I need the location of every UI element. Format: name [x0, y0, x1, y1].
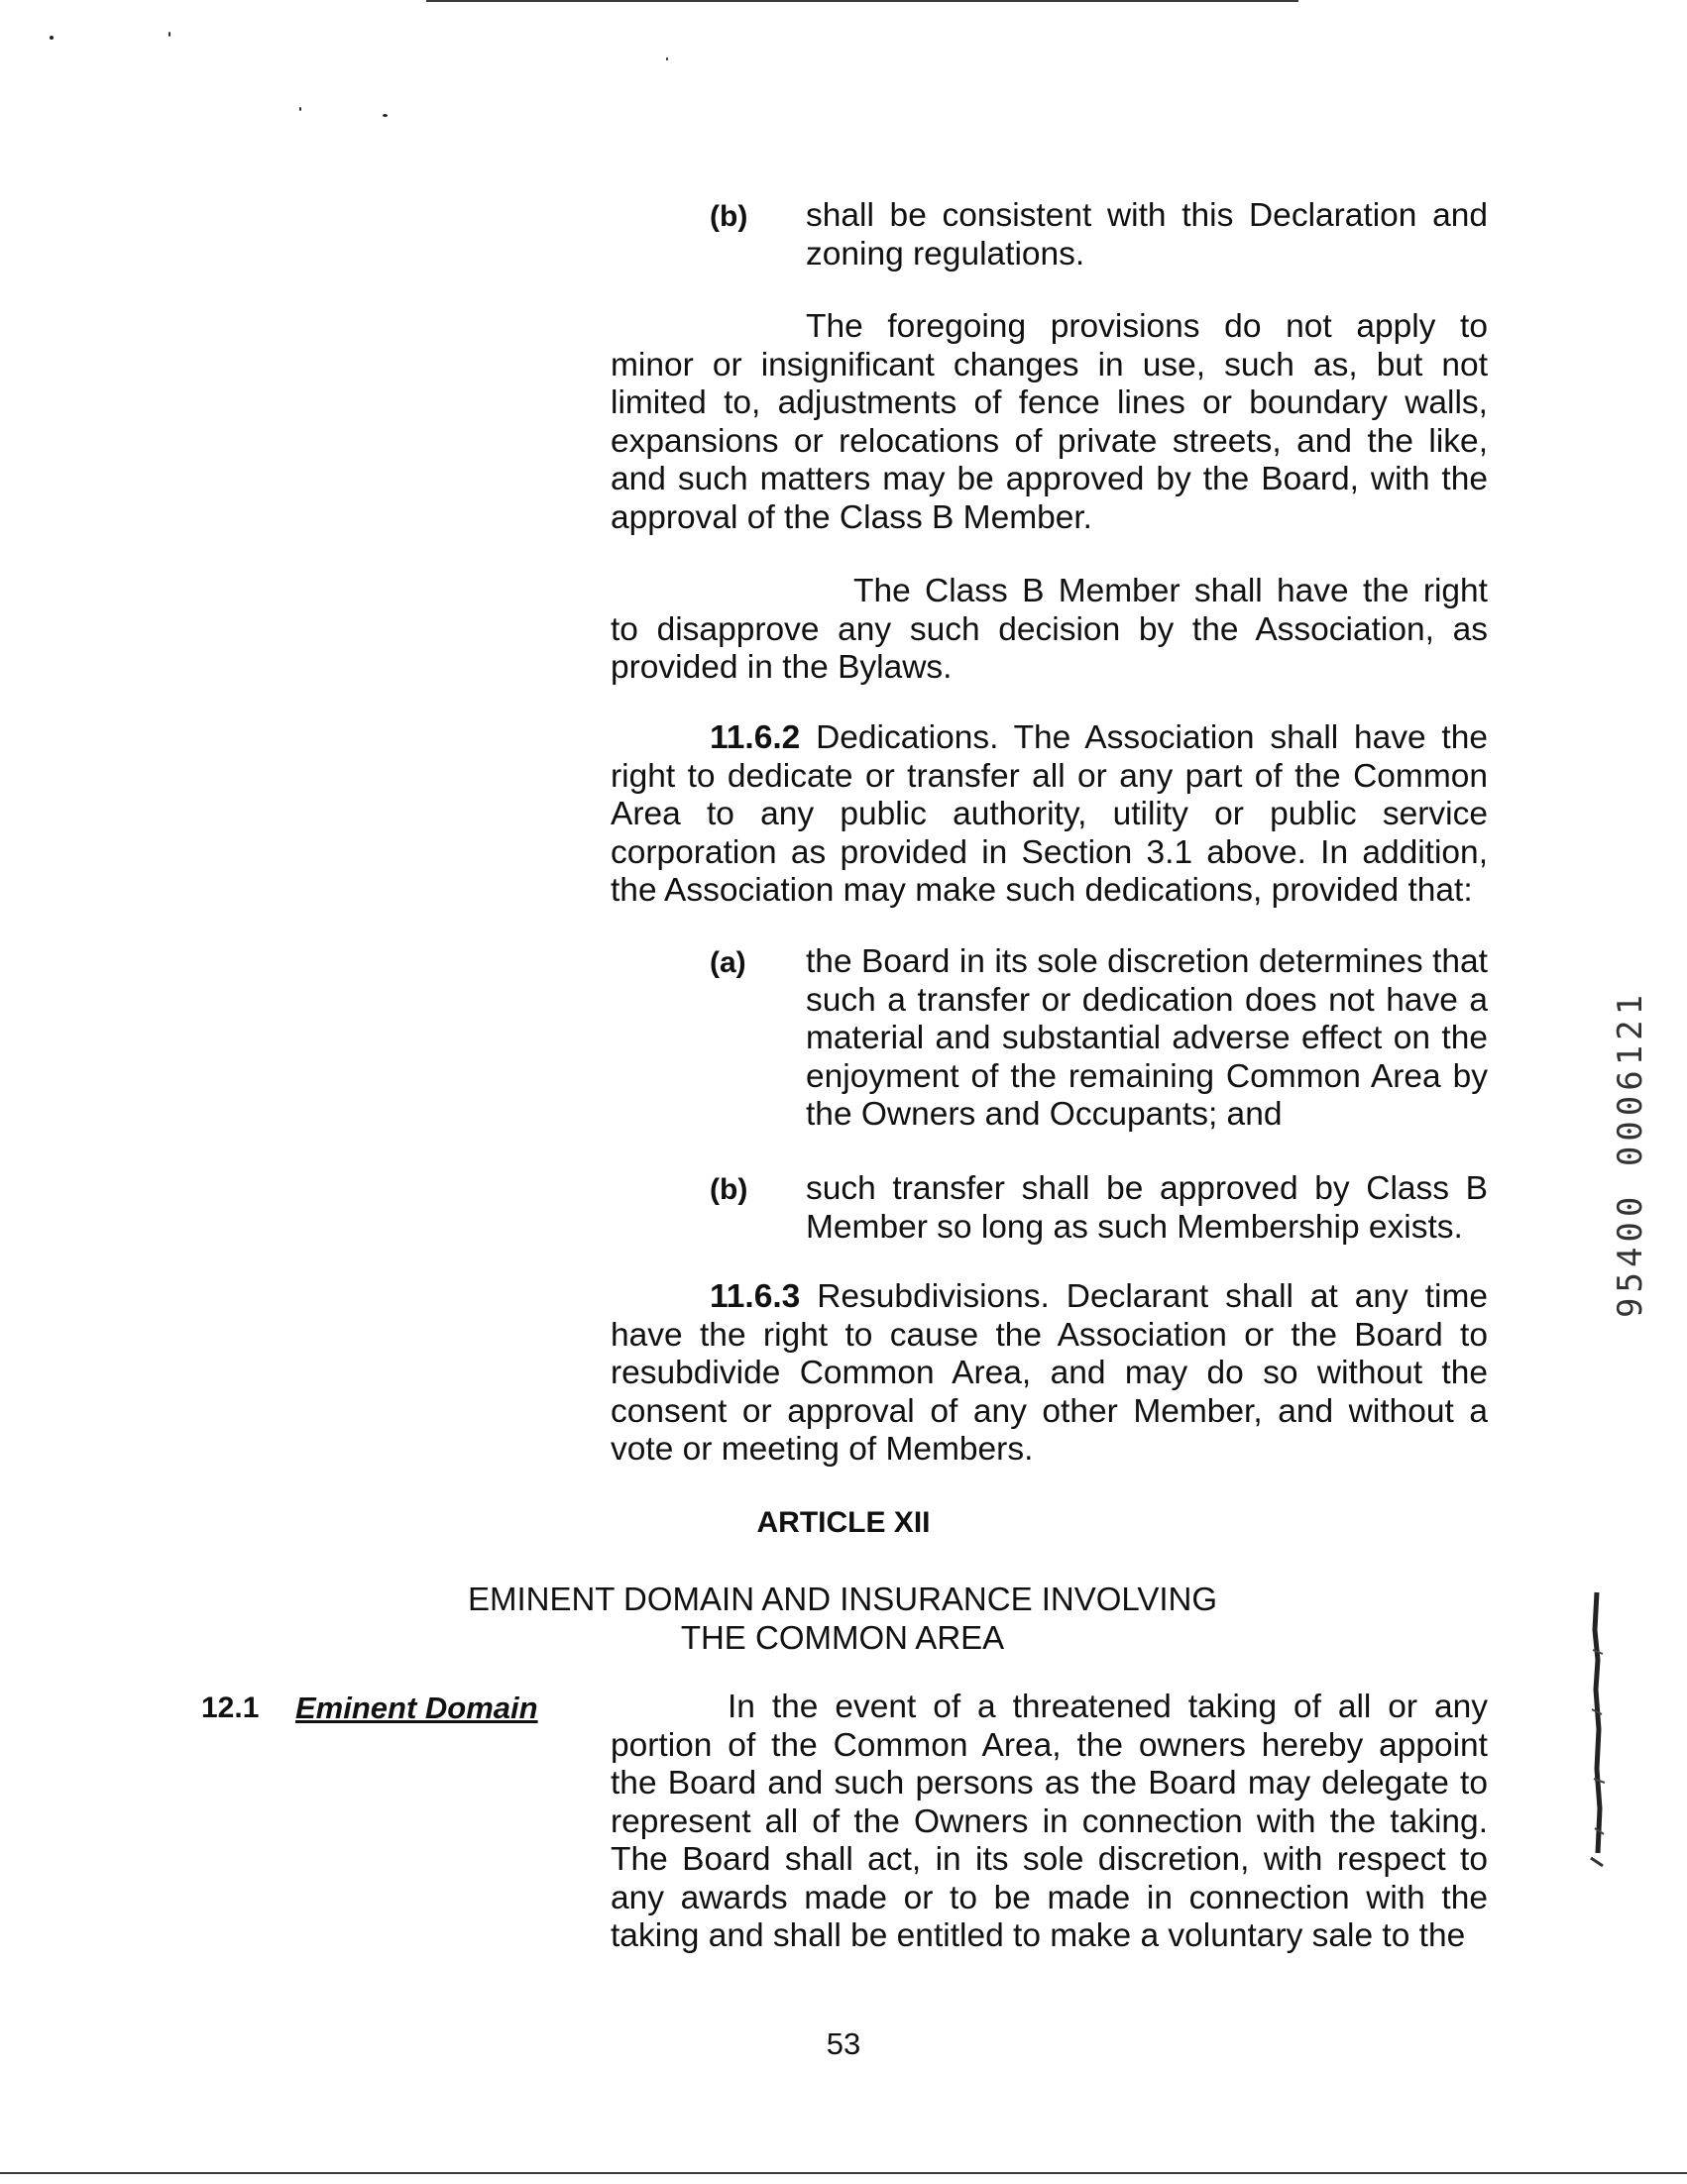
- item-b-second-text: such transfer shall be approved by Class B Member so long as such Membership exists.: [806, 1170, 1488, 1246]
- scan-speck: [666, 57, 668, 60]
- article-label: ARTICLE XII: [756, 1506, 931, 1539]
- scan-speck: [299, 107, 301, 111]
- list-marker-a: (a): [710, 946, 746, 979]
- scan-edge-top: [426, 0, 1298, 2]
- margin-binding-mark: [1581, 1590, 1611, 1868]
- item-b-top-text: shall be consistent with this Declaration and zoning regulations.: [806, 197, 1488, 273]
- article-heading-line2: THE COMMON AREA: [680, 1619, 1005, 1656]
- margin-document-stamp: 95400 0006121: [1611, 989, 1650, 1318]
- scan-speck: [383, 114, 388, 117]
- section-11-6-3-text: Resubdivisions. Declarant shall at any time have the right to cause the Association or the Board to resubdivide Common Area, and may do so without the consent or approval of any other Member, and without a vote or meeting of Members.: [611, 1278, 1488, 1468]
- list-marker-b-second: (b): [710, 1173, 748, 1206]
- page-number: 53: [826, 2026, 861, 2061]
- section-11-6-3-number: 11.6.3: [710, 1278, 801, 1315]
- section-11-6-2-number: 11.6.2: [710, 719, 801, 756]
- article-heading-line1: EMINENT DOMAIN AND INSURANCE INVOLVING: [467, 1581, 1218, 1617]
- section-12-1-text: In the event of a threatened taking of all or any portion of the Common Area, the owners hereby appoint the Board and such persons as the Board may delegate to represent all of the Owners in connection with the taking. The Board shall act, in its sole discretion, with respect to any awards made or to be made in connection with the taking and shall be entitled to make a voluntary sale to the: [611, 1689, 1488, 1954]
- section-11-6-2-text: Dedications. The Association shall have the right to dedicate or transfer all or any part of the Common Area to any public authority, utility or public service corporation as provided in Section 3.1 above. In addition, the Association may make such dedications, provided that:: [611, 719, 1488, 909]
- scan-speck: [50, 36, 54, 40]
- scan-edge-bottom: [0, 2172, 1687, 2174]
- paragraph-class-b: The Class B Member shall have the right to disapprove any such decision by the Association, as provided in the Bylaws.: [611, 573, 1488, 686]
- scan-speck: [169, 32, 170, 37]
- section-11-6-2: [611, 719, 1488, 911]
- item-a-text: the Board in its sole discretion determines that such a transfer or dedication does not have a material and substantial adverse effect on the enjoyment of the remaining Common Area by the Owners and Occupants; and: [806, 943, 1488, 1133]
- section-12-1-title: Eminent Domain: [295, 1691, 538, 1725]
- section-11-6-3: [611, 1278, 1488, 1470]
- paragraph-foregoing: The foregoing provisions do not apply to minor or insignificant changes in use, such as, but not limited to, adjustments of fence lines or boundary walls, expansions or relocations of private streets, and the like, and such matters may be approved by the Board, with the approval of the Class B Member.: [611, 308, 1488, 536]
- list-marker-b-top: (b): [710, 200, 748, 233]
- section-12-1-number: 12.1: [201, 1692, 260, 1724]
